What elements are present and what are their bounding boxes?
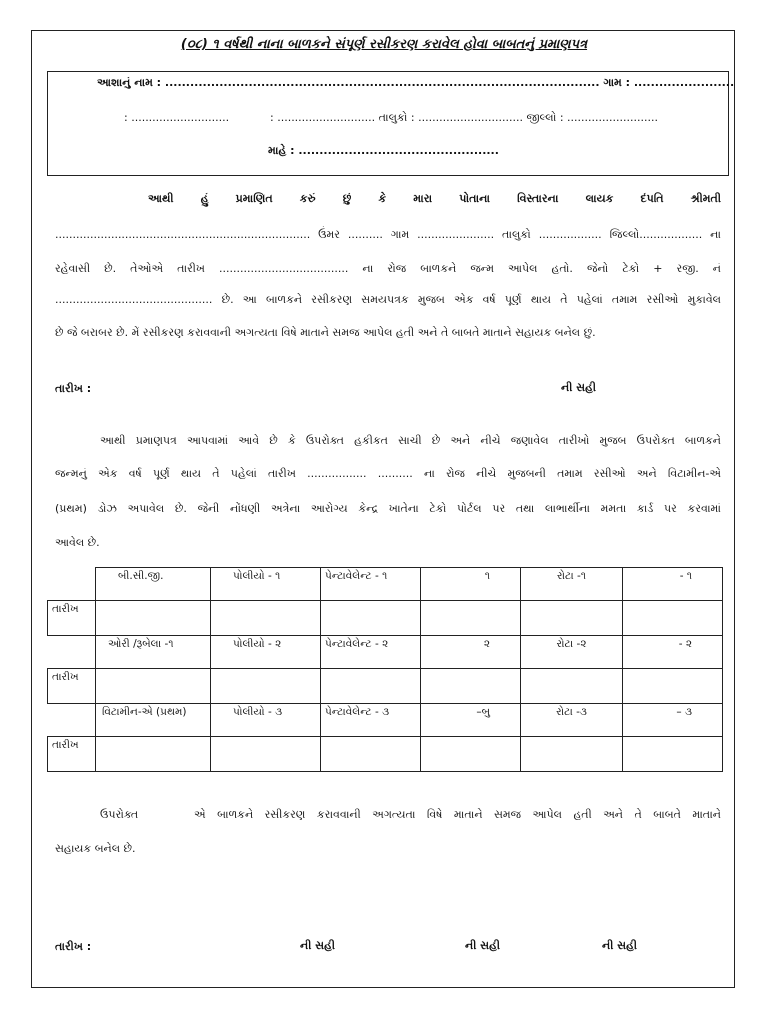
signature-label-3: ની સહી [465, 939, 501, 952]
para1-line1: આથી હું પ્રમાણિત કરું છું કે મારા પોતાના વિસ્તારના લાયક દંપતિ શ્રીમતી [148, 192, 721, 205]
vaccine-cell: પોલીયો - ૨ [211, 636, 321, 669]
vaccine-cell: - ૧ [623, 568, 723, 601]
date-row-3 [48, 737, 723, 772]
vaccine-cell: બી.સી.જી. [96, 568, 211, 601]
certificate-title: (૦૮) ૧ વર્ષથી નાના બાળકને સંપૂર્ણ રસીકરણ કરાવેલ હોવા બાબતનું પ્રમાણપત્ર [180, 37, 588, 52]
vaccine-cell: પેન્ટાવેલેન્ટ - ૨ [321, 636, 421, 669]
date-row-1 [48, 601, 723, 636]
vaccine-cell: પોલીયો - ૧ [211, 568, 321, 601]
vaccine-cell: પોલીયો - ૩ [211, 704, 321, 737]
vaccination-table [47, 567, 723, 772]
para2-line1: આથી પ્રમાણપત્ર આપવામાં આવે છે કે ઉપરોક્ત હકીકત સાચી છે અને નીચે જણાવેલ તારીખો મુજબ ઉપરોક્ત બાળકને [100, 434, 721, 447]
para1-line4: ............................................. છે. આ બાળકને રસીકરણ સમયપત્રક મુજબ એક વર્ષ પૂર્ણ થાય તે પહેલાં તમામ રસીઓ મુકાવેલ [55, 293, 721, 306]
vaccine-row-3 [48, 704, 723, 737]
vaccine-cell: –બુ [421, 704, 521, 737]
vaccine-cell: - ૨ [623, 636, 723, 669]
signature-label-1: ની સહી [561, 381, 597, 394]
vaccine-row-1 [48, 568, 723, 601]
vaccine-cell: ૧ [421, 568, 521, 601]
para1-line3: રહેવાસી છે. તેઓએ તારીખ ..................................... ના રોજ બાળકને જન્મ આપેલ હતો. જેનો ટેકો + રજી. નં [55, 262, 721, 275]
date-row-2 [48, 669, 723, 704]
signature-label-4: ની સહી [602, 939, 638, 952]
signature-label-2: ની સહી [300, 939, 336, 952]
para3-line2: સહાયક બનેલ છે. [55, 842, 136, 855]
vaccine-cell: ૨ [421, 636, 521, 669]
date-row-label: તારીખ [48, 601, 96, 636]
vaccine-cell: પેન્ટાવેલેન્ટ - ૧ [321, 568, 421, 601]
date-label-1: તારીખ : [55, 382, 92, 395]
para2-line2: જન્મનું એક વર્ષ પૂર્ણ થાય તે પહેલાં તારીખ ................. .......... ના રોજ નીચે મુજબની તમામ રસીઓ અને વિટામીન-એ [55, 467, 721, 480]
para1-line2: ......................................................................... ઉંમર .......... ગામ ...................... તાલુકો .................. જિલ્લો.................. ના [55, 228, 721, 241]
vaccine-cell: ઓરી /રૂબેલા -૧ [96, 636, 211, 669]
vaccine-cell: રોટા -૩ [521, 704, 623, 737]
date-row-label: તારીખ [48, 737, 96, 772]
vaccine-row-2 [48, 636, 723, 669]
vaccine-cell: પેન્ટાવેલેન્ટ - ૩ [321, 704, 421, 737]
asha-name-line: આશાનું નામ : ........................................................................................................ ગામ : ........................ [97, 76, 735, 89]
vaccine-cell: – ૩ [623, 704, 723, 737]
vaccine-cell: રોટા -૨ [521, 636, 623, 669]
para3-line1-rest: એ બાળકને રસીકરણ કરાવવાની અગત્યતા વિષે માતાને સમજ આપેલ હતી અને તે બાબતે માતાને [194, 808, 721, 821]
date-label-2: તારીખ : [55, 940, 92, 953]
para2-line3: (પ્રથમ) ડોઝ અપાવેલ છે. જેની નોંધણી અત્રેના આરોગ્ય કેન્દ્ર ખાતેના ટેકો પોર્ટલ પર તથા લાભાર્થીના મમતા કાર્ડ પર કરવામાં [55, 502, 721, 515]
para1-line5: છે જે બરાબર છે. મેં રસીકરણ કરાવવાની અગત્યતા વિષે માતાને સમજ આપેલ હતી અને તે બાબતે માતાને સહાયક બનેલ છું. [55, 326, 596, 339]
info-line-2b: : ............................ તાલુકો : .............................. જીલ્લો : .......................... [270, 111, 658, 124]
vaccine-cell: રોટા -૧ [521, 568, 623, 601]
month-line: માહે : ................................................ [268, 144, 499, 157]
info-line-2a: : ............................ [124, 111, 230, 124]
para2-line4: આવેલ છે. [55, 536, 100, 549]
vaccine-cell: વિટામીન-એ (પ્રથમ) [96, 704, 211, 737]
date-row-label: તારીખ [48, 669, 96, 704]
para3-line1-start: ઉપરોક્ત [100, 808, 139, 821]
